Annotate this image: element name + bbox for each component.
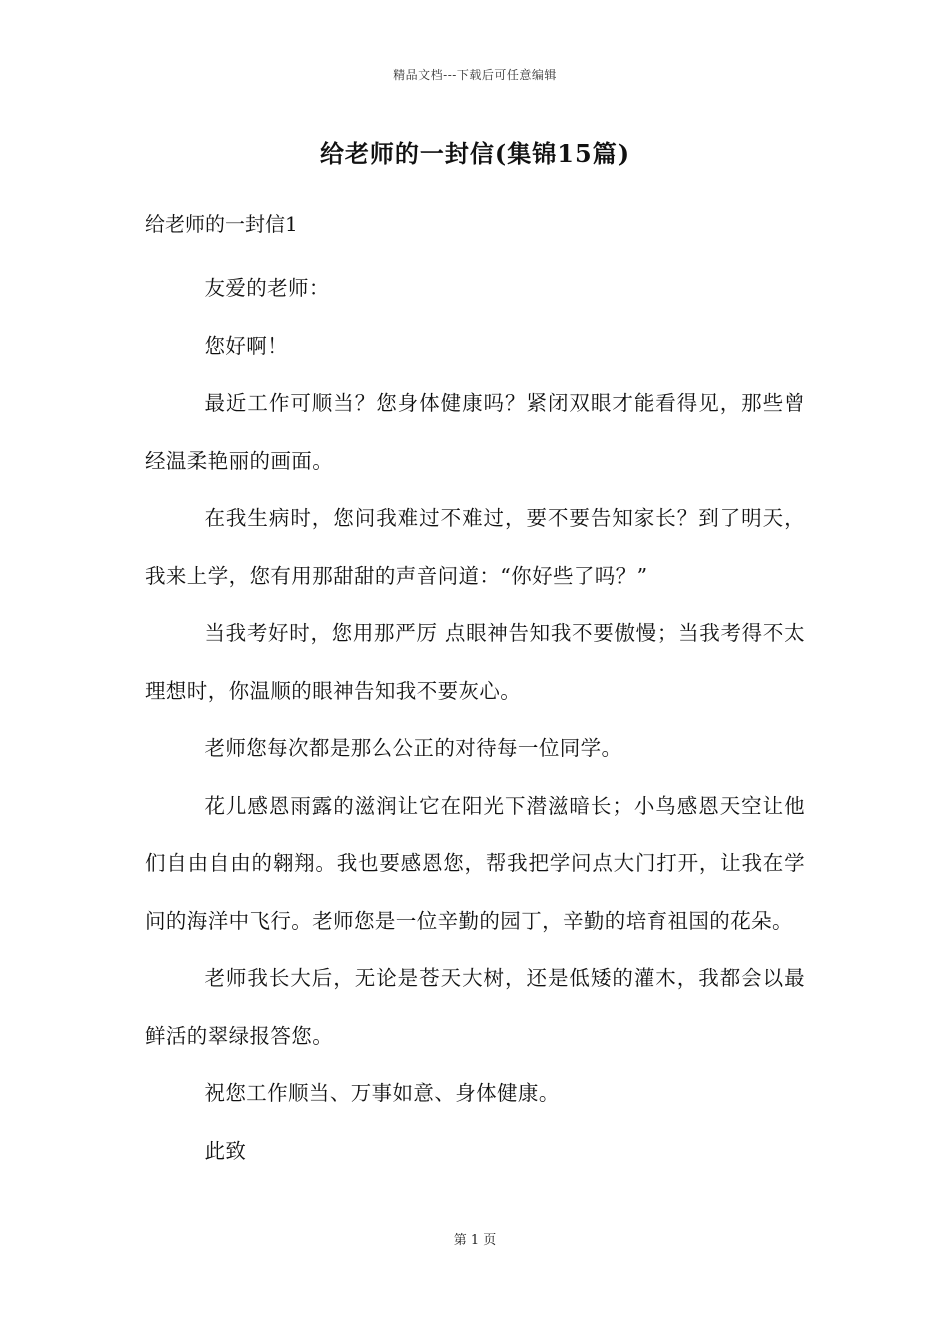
page-header: 精品文档---下载后可任意编辑: [393, 68, 557, 82]
body-paragraph: 当我考好时，您用那严厉 点眼神告知我不要傲慢；当我考得不太理想时，你温顺的眼神告知我不要灰心。: [145, 621, 805, 703]
greeting: 您好啊！: [204, 333, 289, 358]
salutation: 友爱的老师：: [204, 276, 330, 300]
body-paragraph: 在我生病时，您问我难过不难过，要不要告知家长？到了明天，我来上学，您有用那甜甜的声音问道：“你好些了吗？”: [145, 506, 805, 588]
page-number: 第 1 页: [453, 1233, 497, 1248]
body-paragraph: 花儿感恩雨露的滋润让它在阳光下潜滋暗长；小鸟感恩天空让他们自由自由的翱翔。我也要感恩您，帮我把学问点大门打开，让我在学问的海洋中飞行。老师您是一位辛勤的园丁，辛勤的培育祖国的花朵。: [145, 793, 805, 933]
section-heading: 给老师的一封信1: [145, 212, 298, 236]
body-paragraph: 最近工作可顺当？您身体健康吗？紧闭双眼才能看得见，那些曾经温柔艳丽的画面。: [145, 391, 805, 473]
body-paragraph: 老师我长大后，无论是苍天大树，还是低矮的灌木，我都会以最鲜活的翠绿报答您。: [145, 966, 805, 1048]
letter-body: [145, 260, 805, 1180]
closing-wish: 祝您工作顺当、万事如意、身体健康。: [204, 1081, 560, 1105]
document-title: 给老师的一封信(集锦15篇): [319, 139, 631, 168]
closing-phrase: 此致: [204, 1138, 247, 1163]
body-paragraph: 老师您每次都是那么公正的对待每一位同学。: [204, 736, 623, 760]
